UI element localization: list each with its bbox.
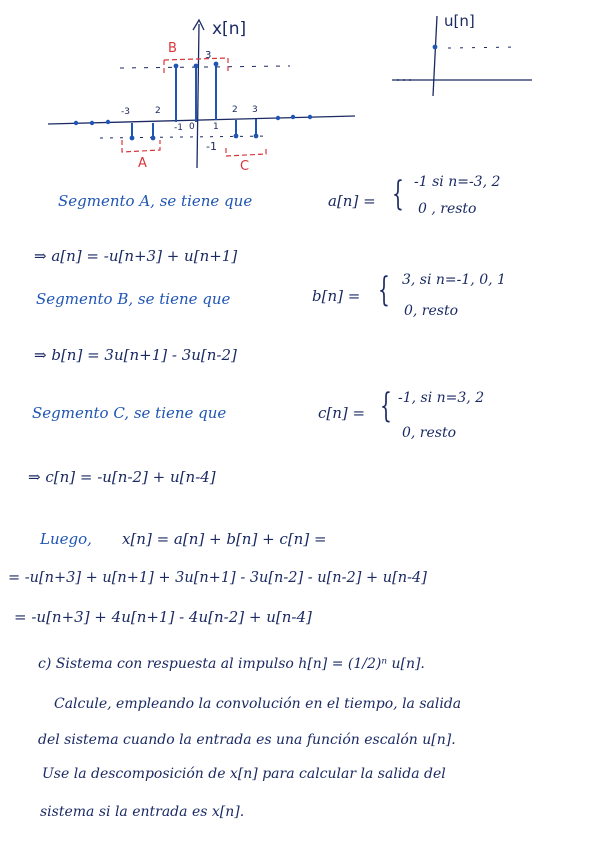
- part-c-line4: Use la descomposición de x[n] para calcular la salida del: [42, 766, 446, 782]
- segment-b-lhs: b[n] =: [312, 287, 361, 305]
- level-minus1-guide: [100, 136, 270, 138]
- tick-label: -3: [121, 107, 130, 117]
- segment-c-case2: 0, resto: [402, 425, 457, 441]
- segment-a-case1: -1 si n=-3, 2: [414, 174, 501, 190]
- xn-title: x[n]: [212, 19, 247, 39]
- tick-label: 3: [252, 105, 258, 115]
- segment-c-label: C: [240, 159, 250, 174]
- part-c-line3: del sistema cuando la entrada es una función escalón u[n].: [38, 732, 456, 748]
- segment-b-intro: Segmento B, se tiene que: [36, 290, 231, 308]
- segment-a-intro: Segmento A, se tiene que: [58, 192, 253, 210]
- tick-label: 2: [155, 106, 161, 116]
- part-c-line1: c) Sistema con respuesta al impulso h[n] = (1/2)ⁿ u[n].: [38, 656, 425, 672]
- value-label-3: 3: [205, 50, 212, 61]
- segment-b-case2: 0, resto: [404, 303, 459, 319]
- un-title: u[n]: [444, 12, 475, 30]
- segment-a-label: A: [138, 156, 147, 171]
- conclusion-lead: Luego,: [40, 530, 92, 548]
- tick-label: 2: [232, 105, 238, 115]
- un-sample-dot: [433, 45, 438, 50]
- conclusion-line1: x[n] = a[n] + b[n] + c[n] =: [122, 530, 327, 548]
- part-c-line5: sistema si la entrada es x[n].: [40, 804, 245, 820]
- tick-label: -1: [174, 123, 183, 133]
- segment-b-brace: {: [378, 270, 390, 310]
- tick-label: 1: [213, 122, 219, 132]
- segment-b-label: B: [168, 41, 177, 56]
- segment-a-lhs: a[n] =: [328, 192, 376, 210]
- un-continuation: [448, 47, 520, 48]
- segment-b-result: ⇒ b[n] = 3u[n+1] - 3u[n-2]: [34, 346, 237, 364]
- segment-a-result: ⇒ a[n] = -u[n+3] + u[n+1]: [34, 247, 238, 265]
- segment-c-intro: Segmento C, se tiene que: [32, 404, 227, 422]
- segment-a-bracket: [122, 140, 160, 152]
- segment-c-brace: {: [380, 386, 392, 426]
- un-step-plot: [0, 0, 600, 120]
- tick-label: 0: [189, 122, 195, 132]
- conclusion-line2: = -u[n+3] + u[n+1] + 3u[n+1] - 3u[n-2] - u[n-2] + u[n-4]: [8, 570, 427, 586]
- stem-tops-value-minus1: [130, 134, 259, 141]
- segment-b-case1: 3, si n=-1, 0, 1: [402, 272, 506, 288]
- segment-c-lhs: c[n] =: [318, 404, 366, 422]
- segment-a-brace: {: [392, 174, 404, 214]
- segment-c-bracket: [226, 146, 266, 156]
- conclusion-line3: = -u[n+3] + 4u[n+1] - 4u[n-2] + u[n-4]: [14, 608, 312, 626]
- segment-a-case2: 0 , resto: [418, 201, 477, 217]
- value-label-minus1: -1: [206, 140, 217, 153]
- segment-c-result: ⇒ c[n] = -u[n-2] + u[n-4]: [28, 468, 216, 486]
- segment-c-case1: -1, si n=3, 2: [398, 390, 485, 406]
- part-c-line2: Calcule, empleando la convolución en el tiempo, la salida: [54, 696, 462, 712]
- un-vertical-axis: [433, 16, 437, 96]
